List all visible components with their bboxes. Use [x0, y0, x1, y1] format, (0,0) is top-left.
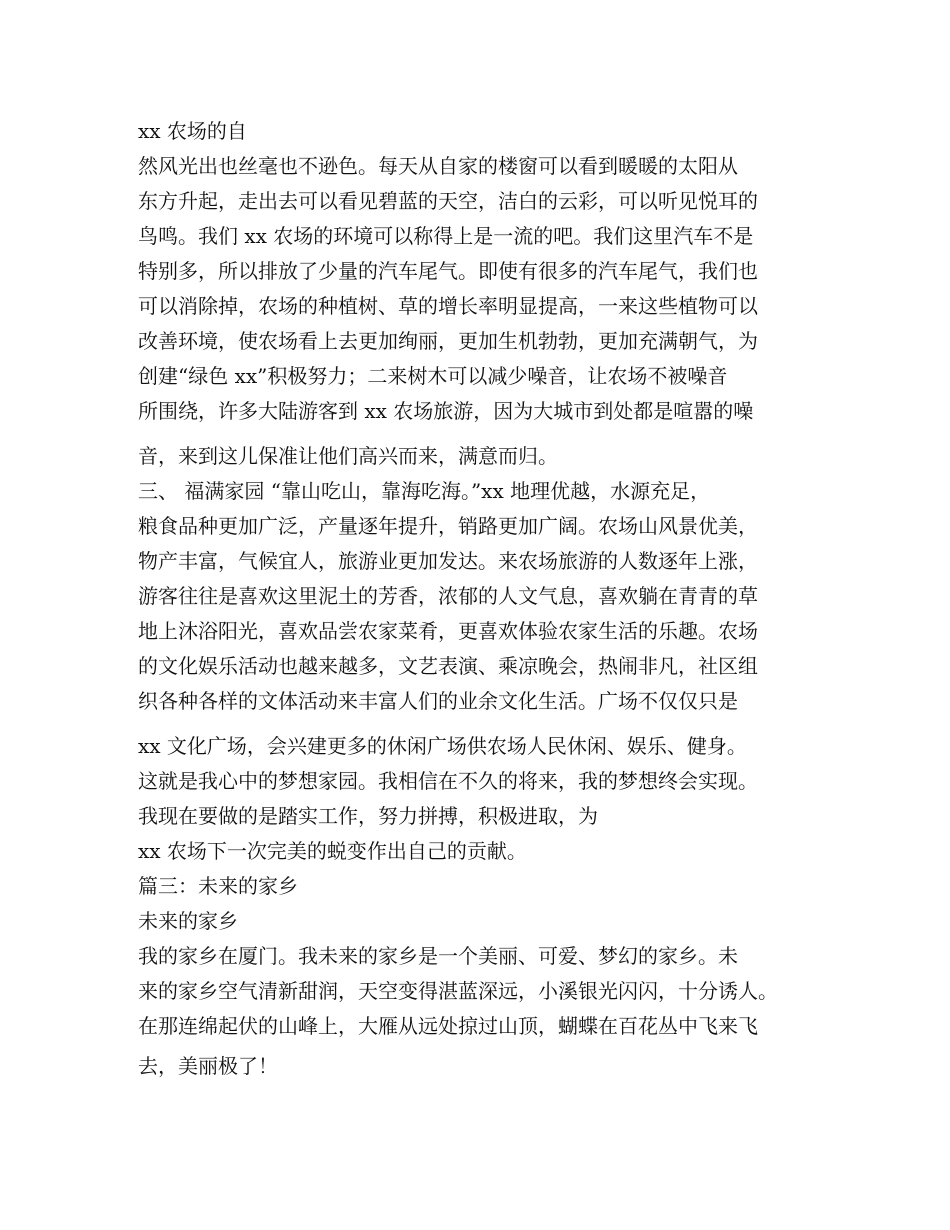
text-line: 改善环境，使农场看上去更加绚丽，更加生机勃勃，更加充满朝气，为 — [138, 329, 758, 353]
text-line: 可以消除掉，农场的种植树、草的增长率明显提高，一来这些植物可以 — [138, 294, 758, 318]
text-line: xx 农场下一次完美的蜕变作出自己的贡献。 — [138, 839, 527, 863]
text-line: 来的家乡空气清新甜润，天空变得湛蓝深远，小溪银光闪闪，十分诱人。 — [138, 979, 778, 1003]
text-line: 在那连绵起伏的山峰上，大雁从远处掠过山顶，蝴蝶在百花丛中飞来飞 — [138, 1014, 758, 1038]
section-title: 篇三：未来的家乡 — [138, 874, 298, 898]
text-line: 这就是我心中的梦想家园。我相信在不久的将来，我的梦想终会实现。 — [138, 769, 758, 793]
text-line: 物产丰富，气候宜人，旅游业更加发达。来农场旅游的人数逐年上涨， — [138, 549, 758, 573]
text-line: 去，美丽极了！ — [138, 1054, 278, 1078]
text-line: 粮食品种更加广泛，产量逐年提升，销路更加广阔。农场山风景优美， — [138, 514, 758, 538]
text-line: 特别多，所以排放了少量的汽车尾气。即使有很多的汽车尾气，我们也 — [138, 259, 758, 283]
text-line: 东方升起，走出去可以看见碧蓝的天空，洁白的云彩，可以听见悦耳的 — [138, 189, 758, 213]
text-line: xx 文化广场，会兴建更多的休闲广场供农场人民休闲、娱乐、健身。 — [138, 734, 747, 758]
text-line: 我的家乡在厦门。我未来的家乡是一个美丽、可爱、梦幻的家乡。未 — [138, 944, 738, 968]
text-line: 地上沐浴阳光，喜欢品尝农家菜肴，更喜欢体验农家生活的乐趣。农场 — [138, 619, 758, 643]
section-heading: 三、 福满家园 “靠山吃山，靠海吃海。”xx 地理优越，水源充足， — [138, 479, 711, 503]
text-line: 音，来到这儿保准让他们高兴而来，满意而归。 — [138, 444, 558, 468]
text-line: 然风光出也丝毫也不逊色。每天从自家的楼窗可以看到暖暖的太阳从 — [138, 154, 738, 178]
text-line: xx 农场的自 — [138, 119, 247, 143]
text-line: 所围绕，许多大陆游客到 xx 农场旅游，因为大城市到处都是喧嚣的噪 — [138, 399, 754, 423]
text-line: 我现在要做的是踏实工作，努力拼搏，积极进取，为 — [138, 804, 598, 828]
essay-title: 未来的家乡 — [138, 909, 238, 933]
text-line: 织各种各样的文体活动来丰富人们的业余文化生活。广场不仅仅只是 — [138, 689, 738, 713]
text-line: 游客往往是喜欢这里泥土的芳香，浓郁的人文气息，喜欢躺在青青的草 — [138, 584, 758, 608]
text-line: 的文化娱乐活动也越来越多，文艺表演、乘凉晚会，热闹非凡，社区组 — [138, 654, 758, 678]
text-line: 创建“绿色 xx”积极努力；二来树木可以减少噪音，让农场不被噪音 — [138, 364, 728, 388]
text-line: 鸟鸣。我们 xx 农场的环境可以称得上是一流的吧。我们这里汽车不是 — [138, 224, 754, 248]
